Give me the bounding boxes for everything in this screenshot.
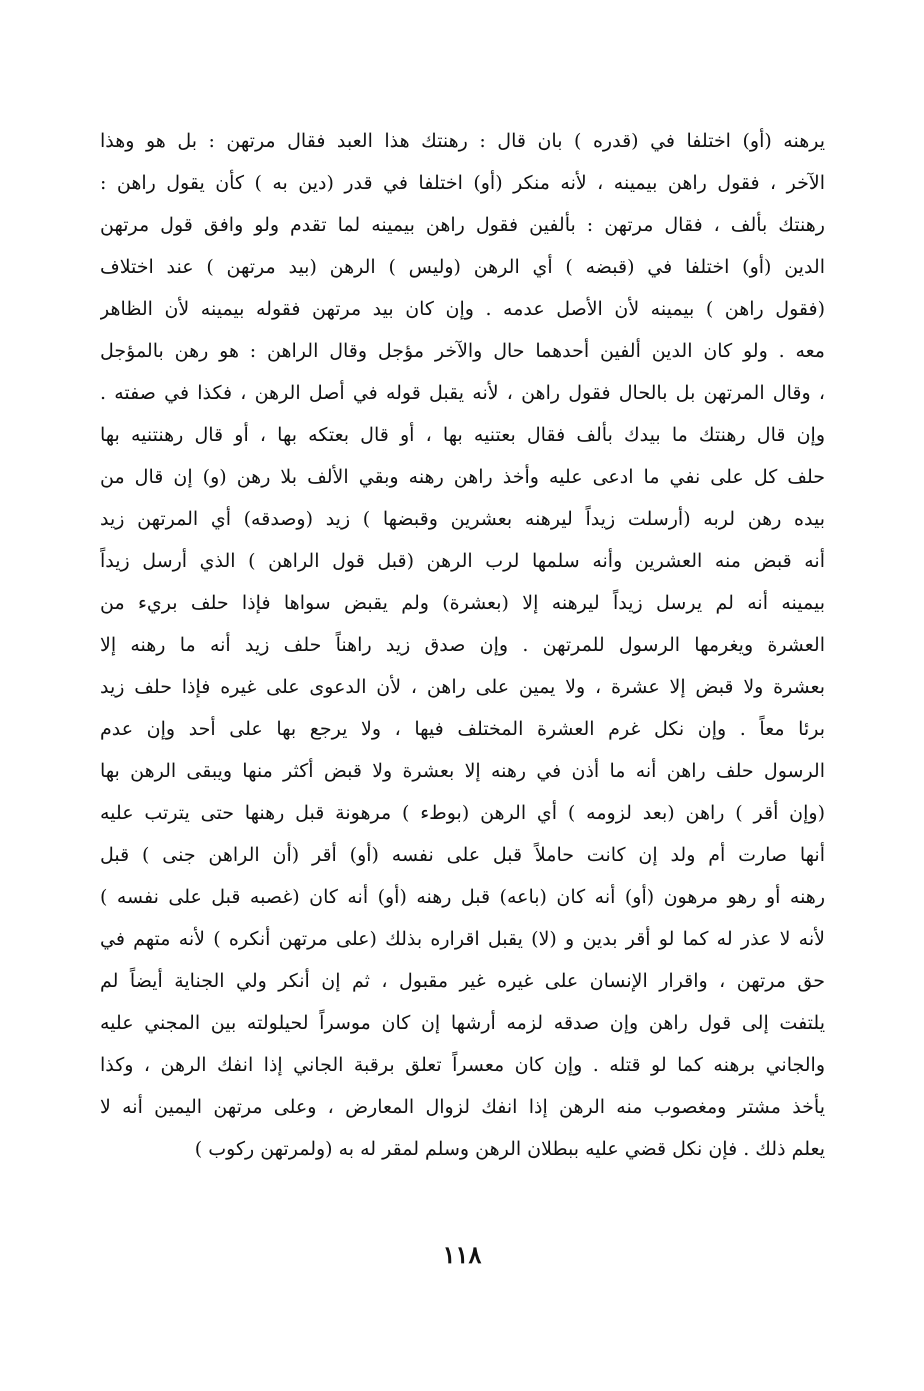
text-line: والجاني برهنه كما لو قتله . وإن كان معسراً تعلق برقبة الجاني إذا انفك الرهن ، وكذا bbox=[100, 1054, 825, 1076]
text-line: برئا معاً . وإن نكل غرم العشرة المختلف فيها ، ولا يرجع بها على أحد وإن عدم bbox=[100, 718, 825, 740]
text-line: بعشرة ولا قبض إلا عشرة ، ولا يمين على راهن ، لأن الدعوى على غيره فإذا حلف زيد bbox=[100, 676, 825, 698]
text-line: الآخر ، فقول راهن بيمينه ، لأنه منكر (أو) اختلفا في قدر (دين به ) كأن يقول راهن : bbox=[100, 172, 825, 194]
text-line: (فقول راهن ) بيمينه لأن الأصل عدمه . وإن كان بيد مرتهن فقوله بيمينه لأن الظاهر bbox=[100, 298, 825, 320]
text-line: أنه قبض منه العشرين وأنه سلمها لرب الرهن (قبل قول الراهن ) الذي أرسل زيداً bbox=[100, 550, 825, 572]
text-line: حق مرتهن ، واقرار الإنسان على غيره غير مقبول ، ثم إن أنكر ولي الجناية أيضاً لم bbox=[100, 970, 825, 992]
text-line: بيده رهن لربه (أرسلت زيداً ليرهنه بعشرين وقبضها ) زيد (وصدقه) أي المرتهن زيد bbox=[100, 508, 825, 530]
text-line: معه . ولو كان الدين ألفين أحدهما حال والآخر مؤجل وقال الراهن : هو رهن بالمؤجل bbox=[100, 340, 825, 362]
text-line: رهنتك بألف ، فقال مرتهن : بألفين فقول راهن بيمينه لما تقدم ولو وافق قول مرتهن bbox=[100, 214, 825, 236]
text-line: الدين (أو) اختلفا في (قبضه ) أي الرهن (وليس ) الرهن (بيد مرتهن ) عند اختلاف bbox=[100, 256, 825, 278]
text-line: يرهنه (أو) اختلفا في (قدره ) بان قال : رهنتك هذا العبد فقال مرتهن : بل هو وهذا bbox=[100, 130, 825, 152]
text-line: ، وقال المرتهن بل بالحال فقول راهن ، لأنه يقبل قوله في أصل الرهن ، فكذا في صفته . bbox=[100, 382, 825, 404]
text-line: حلف كل على نفي ما ادعى عليه وأخذ راهن رهنه وبقي الألف بلا رهن (و) إن قال من bbox=[100, 466, 825, 488]
text-line: يعلم ذلك . فإن نكل قضي عليه ببطلان الرهن وسلم لمقر له به (ولمرتهن ركوب ) bbox=[194, 1138, 825, 1160]
page-number: ١١٨ bbox=[442, 1240, 482, 1269]
text-line: (وإن أقر ) راهن (بعد لزومه ) أي الرهن (بوطء ) مرهونة قبل رهنها حتى يترتب عليه bbox=[100, 802, 825, 824]
text-line: العشرة ويغرمها الرسول للمرتهن . وإن صدق زيد راهناً حلف زيد أنه ما رهنه إلا bbox=[100, 634, 825, 656]
text-line: بيمينه أنه لم يرسل زيداً ليرهنه إلا (بعشرة) ولم يقبض سواها فإذا حلف بريء من bbox=[100, 592, 825, 614]
body-text bbox=[100, 120, 825, 1170]
text-line: يأخذ مشتر ومغصوب منه الرهن إذا انفك لزوال المعارض ، وعلى مرتهن اليمين أنه لا bbox=[100, 1096, 825, 1118]
text-line: يلتفت إلى قول راهن وإن صدقه لزمه أرشها إن كان موسراً لحيلولته بين المجني عليه bbox=[100, 1012, 825, 1034]
text-line: أنها صارت أم ولد إن كانت حاملاً قبل على نفسه (أو) أقر (أن الراهن جنى ) قبل bbox=[100, 844, 825, 866]
text-line: الرسول حلف راهن أنه ما أذن في رهنه إلا بعشرة ولا قبض أكثر منها ويبقى الرهن بها bbox=[100, 760, 825, 782]
text-line: وإن قال رهنتك ما بيدك بألف فقال بعتنيه بها ، أو قال بعتكه بها ، أو قال رهنتنيه بها bbox=[100, 424, 825, 446]
text-line: رهنه أو رهو مرهون (أو) أنه كان (باعه) قبل رهنه (أو) أنه كان (غصبه قبل على نفسه ) bbox=[100, 886, 825, 908]
text-line: لأنه لا عذر له كما لو أقر بدين و (لا) يقبل اقراره بذلك (على مرتهن أنكره ) لأنه متهم في bbox=[100, 928, 825, 950]
